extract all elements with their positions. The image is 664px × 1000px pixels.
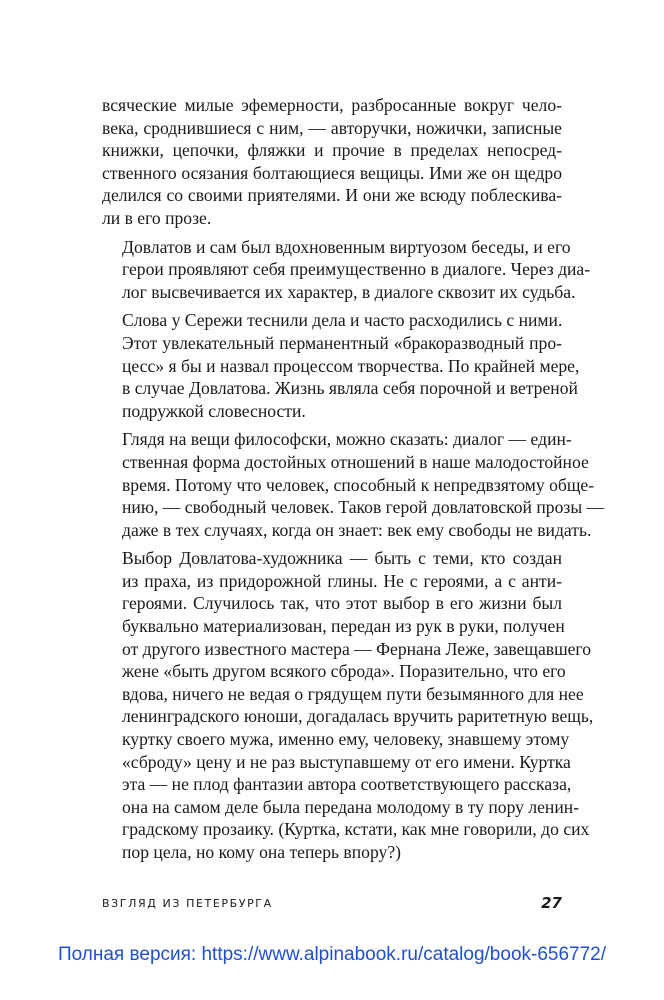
text-line: даже в тех случаях, когда он знает: век ему свободы не видать. xyxy=(122,519,592,540)
text-line: книжки, цепочки, фляжки и прочие в пределах непосред- xyxy=(102,140,562,161)
text-line: героями. Случилось так, что этот выбор в его жизни был xyxy=(122,593,562,614)
text-line: буквально материализован, передан из рук в руки, получен xyxy=(122,616,565,637)
paragraph-5 xyxy=(102,547,594,863)
text-line: ли в его прозе. xyxy=(102,207,212,228)
text-line: время. Потому что человек, способный к непредвзятому обще- xyxy=(122,474,595,495)
paragraph-4 xyxy=(102,428,605,541)
text-line: вдова, ничего не ведая о грядущем пути безымянного для нее xyxy=(122,683,584,704)
text-line: куртку своего мужа, именно ему, человеку, знавшему этому xyxy=(122,729,570,750)
paragraph-1 xyxy=(102,94,562,230)
text-line: от другого известного мастера — Фернана Леже, завещавшего xyxy=(122,638,592,659)
text-line: века, сроднившиеся с ним, — авторучки, ножички, записные xyxy=(102,117,562,138)
text-line: Этот увлекательный перманентный «бракоразводный про- xyxy=(122,332,562,353)
text-line: в случае Довлатова. Жизнь являла себя порочной и ветреной xyxy=(122,378,578,399)
text-line: эта — не плод фантазии автора соответствующего рассказа, xyxy=(122,774,572,795)
text-line: нию, — свободный человек. Таков герой довлатовской прозы — xyxy=(122,497,605,518)
paragraph-2 xyxy=(102,236,591,304)
text-line: Слова у Сережи теснили дела и часто расходились с ними. xyxy=(122,310,563,331)
text-line: подружкой словесности. xyxy=(122,400,306,421)
page-body xyxy=(102,94,605,864)
text-line: пор цела, но кому она теперь впору?) xyxy=(122,842,401,862)
text-line: из праха, из придорожной глины. Не с героями, а с анти- xyxy=(122,570,562,591)
text-line: ленинградского юноши, догадалась вручить раритетную вещь, xyxy=(122,706,594,727)
text-line: «сброду» цену и не раз выступавшему от его имени. Куртка xyxy=(122,751,571,772)
text-line: всяческие милые эфемерности, разбросанные вокруг чело- xyxy=(102,95,562,115)
text-line: ственная форма достойных отношений в наше малодостойное xyxy=(122,451,589,472)
text-line: Выбор Довлатова-художника — быть с теми, кто создан xyxy=(122,548,562,569)
text-line: она на самом деле была передана молодому в ту пору ленин- xyxy=(122,796,580,817)
text-line: Довлатов и сам был вдохновенным виртуозом беседы, и его xyxy=(122,236,571,257)
text-line: делился со своими приятелями. И они же всюду поблескива- xyxy=(102,185,562,206)
text-line: герои проявляют себя преимущественно в диалоге. Через диа- xyxy=(122,259,591,280)
text-line: лог высвечивается их характер, в диалоге сквозит их судьба. xyxy=(122,281,576,302)
text-line: градскому прозаику. (Куртка, кстати, как мне говорили, до сих xyxy=(122,819,590,840)
running-head: ВЗГЛЯД ИЗ ПЕТЕРБУРГА xyxy=(102,897,273,910)
full-version-link[interactable]: Полная версия: https://www.alpinabook.ru/catalog/book-656772/ xyxy=(57,944,607,965)
text-line: жене «быть другом всякого сброда». Поразительно, что его xyxy=(122,661,566,682)
text-line: ственного осязания болтающиеся вещицы. Ими же он щедро xyxy=(102,162,562,183)
paragraph-3 xyxy=(102,309,580,422)
page-number: 27 xyxy=(541,894,562,912)
page-footer xyxy=(102,894,562,917)
text-line: цесс» я бы и назвал процессом творчества. По крайней мере, xyxy=(122,355,580,376)
text-line: Глядя на вещи философски, можно сказать: диалог — един- xyxy=(122,429,572,450)
